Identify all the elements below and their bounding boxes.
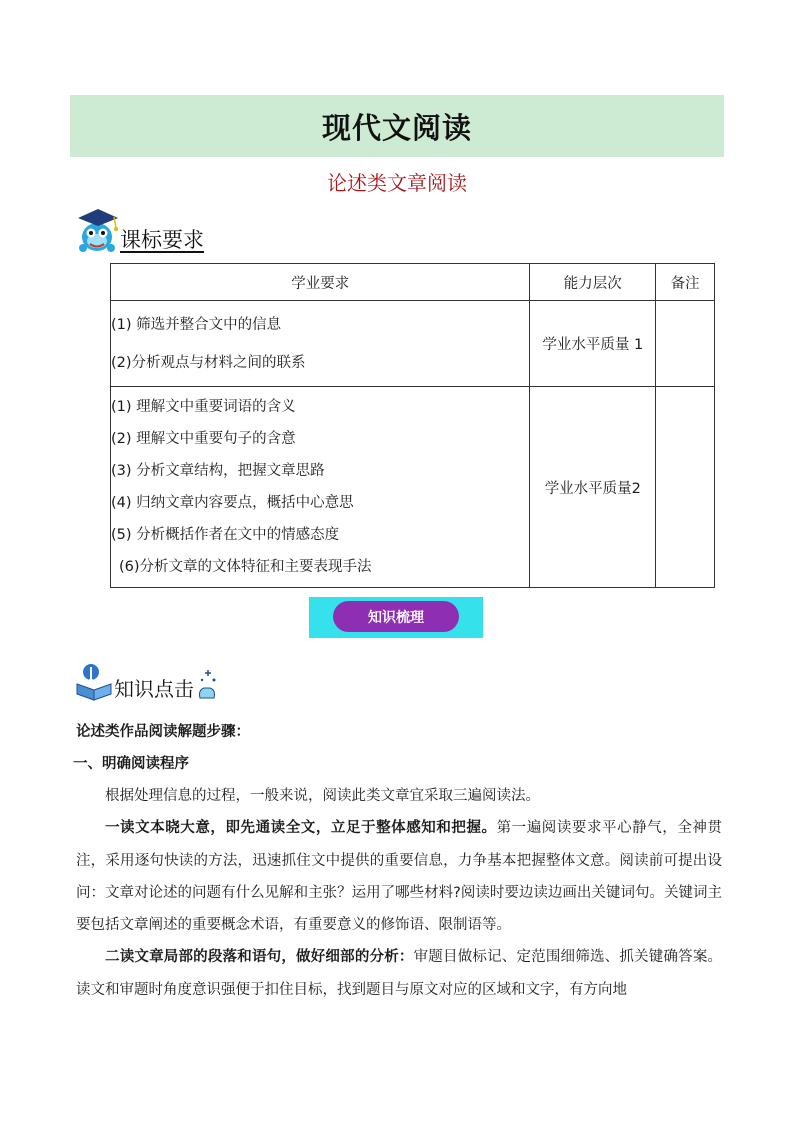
requirement-item: (5) 分析概括作者在文中的情感态度 xyxy=(111,527,340,543)
requirements-table xyxy=(110,263,715,588)
paragraph-text: 根据处理信息的过程，一般来说，阅读此类文章宜采取三遍阅读法。 xyxy=(105,788,540,804)
requirement-item: (3) 分析文章结构，把握文章思路 xyxy=(111,463,325,479)
book-pen-icon xyxy=(74,662,114,702)
paragraph-text: 审题目做标记、定范围细筛选、抓关键确答案。读文和审题时角度意识强便于扣住目标，找到题目与原文对应的区域和文字，有方向地 xyxy=(76,949,723,998)
table-row xyxy=(111,301,715,387)
note-cell xyxy=(656,387,715,588)
page-subtitle: 论述类文章阅读 xyxy=(327,171,467,195)
requirement-item: (1) 理解文中重要词语的含义 xyxy=(111,399,296,415)
section-title-curriculum-text: 课标要求 xyxy=(120,228,204,252)
table-header-row xyxy=(111,264,715,301)
table-header-cell: 学业要求 xyxy=(111,264,530,301)
knowledge-badge-pill: 知识梳理 xyxy=(333,601,459,632)
section-heading-knowledge xyxy=(74,662,218,702)
title-banner xyxy=(70,95,724,157)
section-title-curriculum xyxy=(120,224,204,254)
level-cell: 学业水平质量2 xyxy=(530,387,656,588)
paragraph xyxy=(76,780,722,812)
requirement-item: (2) 理解文中重要句子的含意 xyxy=(111,431,296,447)
paragraph xyxy=(76,941,722,1006)
paragraph-lead: 一读文本晓大意，即先通读全文，立足于整体感知和把握。 xyxy=(105,820,497,837)
knowledge-badge xyxy=(309,597,483,638)
paragraph xyxy=(76,812,722,941)
section-heading-curriculum xyxy=(74,204,204,254)
requirement-item: (6)分析文章的文体特征和主要表现手法 xyxy=(119,559,372,575)
paragraph-text: 第一遍阅读要求平心静气，全神贯注，采用逐句快读的方法，迅速抓住文中提供的重要信息，力争基本把握整体文意。阅读前可提出设问：文章对论述的问题有什么见解和主张？运用了哪些材料?阅读时要边读边画出关键词句。关键词主要包括文章阐述的重要概念术语，有重要意义的修饰语、限制语等。 xyxy=(76,820,722,934)
table-header-cell: 备注 xyxy=(656,264,715,301)
paragraph-lead: 二读文章局部的段落和语句，做好细部的分析： xyxy=(105,949,414,966)
table-row xyxy=(111,387,715,588)
requirement-item: (2)分析观点与材料之间的联系 xyxy=(111,354,306,371)
requirement-item: (4) 归纳文章内容要点，概括中心意思 xyxy=(111,495,354,511)
article-body xyxy=(73,716,723,1006)
requirement-item: (1) 筛选并整合文中的信息 xyxy=(111,316,282,333)
sparkle-hand-icon xyxy=(196,668,218,702)
content-heading: 论述类作品阅读解题步骤： xyxy=(76,724,250,740)
table-header-cell: 能力层次 xyxy=(530,264,656,301)
note-cell xyxy=(656,301,715,387)
requirement-list-cell xyxy=(111,301,530,387)
section-title-knowledge: 知识点击 xyxy=(114,677,194,701)
requirement-list-cell xyxy=(111,387,530,588)
page-title: 现代文阅读 xyxy=(321,110,472,145)
content-subheading: 一、明确阅读程序 xyxy=(73,756,189,772)
graduate-mascot-icon xyxy=(74,204,120,254)
level-cell: 学业水平质量 1 xyxy=(530,301,656,387)
